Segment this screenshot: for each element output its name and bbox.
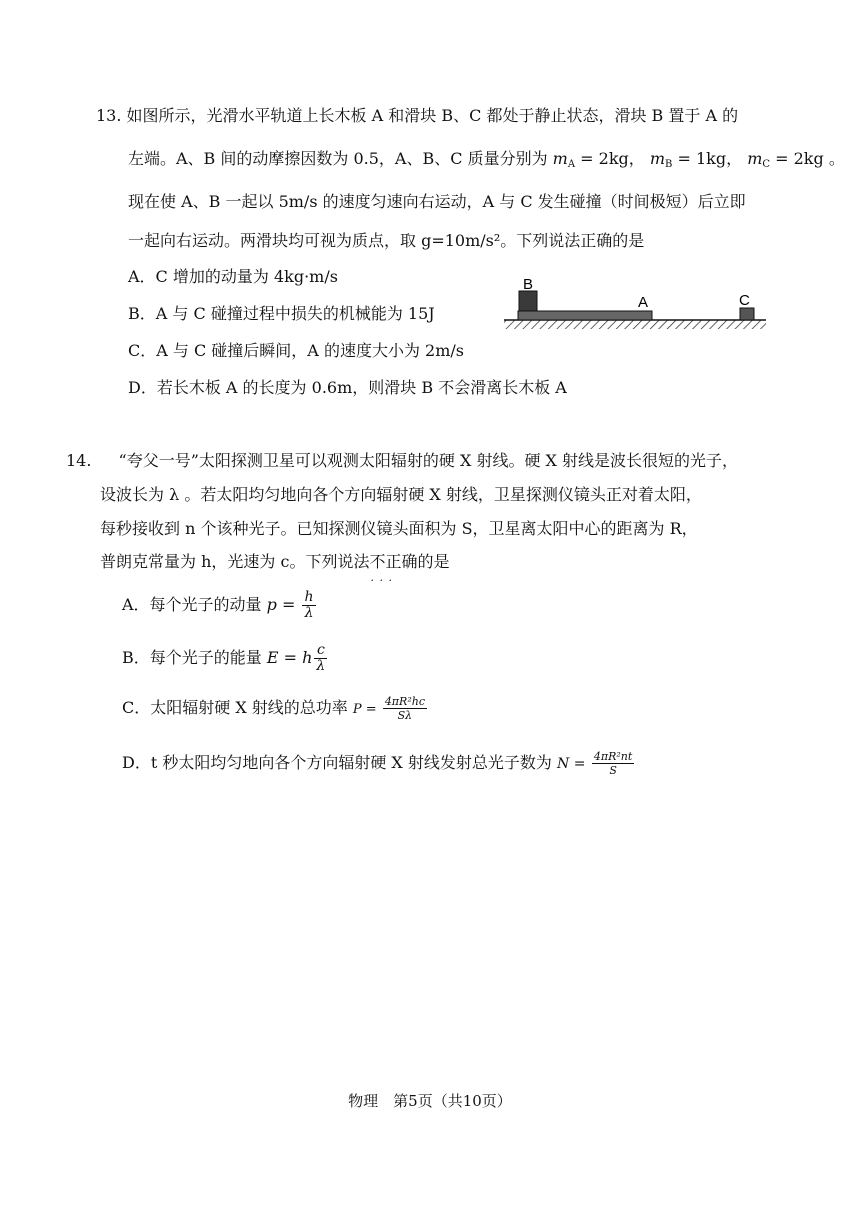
q14-option-d-fraction [592, 750, 634, 777]
q14-option-c-text: C．太阳辐射硬 X 射线的总功率 [122, 698, 353, 717]
q14-option-a [122, 590, 318, 621]
q14-option-d-text: D．t 秒太阳均匀地向各个方向辐射硬 X 射线发射总光子数为 [122, 753, 557, 772]
q13-stem-2: 左端。A、B 间的动摩擦因数为 0.5，A、B、C 质量分别为 [128, 149, 548, 168]
mass-a-subscript: A [567, 159, 576, 170]
q14-option-a-lhs: p = [266, 595, 301, 614]
q14-emphasis-incorrect: 不正确 · · · [369, 552, 417, 571]
mass-a-symbol: m [552, 149, 568, 168]
q14-option-c-numerator: 4πR²hc [384, 695, 425, 708]
q13-stem-4: 一起向右运动。两滑块均可视为质点，取 g=10m/s²。下列说法正确的是 [128, 231, 645, 250]
page-footer: 物理 第5页（共10页） [348, 1092, 512, 1110]
q14-option-a-denominator: λ [304, 605, 314, 621]
q14-option-d-denominator: S [609, 764, 617, 777]
q14-option-b-fraction [314, 643, 327, 674]
label-c: C [739, 292, 750, 309]
q14-option-d-numerator: 4πR²nt [593, 750, 633, 763]
q14-line1 [66, 449, 738, 473]
mass-c-value: = 2kg 。 [770, 149, 845, 168]
q14-option-c-fraction [383, 695, 427, 722]
q14-option-a-text: A．每个光子的动量 [122, 595, 267, 614]
q14-option-a-numerator: h [304, 589, 314, 605]
q14-line4 [100, 550, 449, 574]
ground-hatch [504, 320, 766, 329]
q13-option-d: D．若长木板 A 的长度为 0.6m，则滑块 B 不会滑离长木板 A [128, 378, 567, 397]
mass-b-symbol: m [649, 149, 666, 168]
label-a: A [638, 294, 649, 311]
q14-option-b-denominator: λ [316, 658, 326, 674]
q14-stem-1: “夸父一号”太阳探测卫星可以观测太阳辐射的硬 X 射线。硬 X 射线是波长很短的光子， [118, 451, 739, 470]
q14-stem-2: 设波长为 λ 。若太阳均匀地向各个方向辐射硬 X 射线，卫星探测仪镜头正对着太阳， [100, 485, 702, 504]
q13-line2 [128, 147, 845, 177]
q13-option-a: A．C 增加的动量为 4kg·m/s [128, 267, 338, 286]
q14-option-d [122, 750, 636, 777]
label-b: B [523, 276, 534, 293]
q14-option-c [122, 695, 429, 722]
q14-option-c-lhs: P = [352, 702, 381, 717]
q14-option-b [122, 643, 329, 674]
mass-b-subscript: B [665, 159, 673, 170]
q13-figure [500, 275, 770, 335]
q13-number: 13. [96, 106, 122, 125]
mass-a-value: = 2kg， [575, 149, 645, 168]
block-c [740, 308, 754, 320]
q13-stem-1: 如图所示，光滑水平轨道上长木板 A 和滑块 B、C 都处于静止状态，滑块 B 置于 A 的 [126, 106, 739, 125]
q13-line1 [96, 104, 738, 128]
q14-stem-4b: 的是 [417, 552, 450, 571]
q14-option-c-denominator: Sλ [397, 709, 413, 722]
q14-option-b-lhs: E = h [266, 648, 313, 667]
mass-b-value: = 1kg， [672, 149, 743, 168]
board-a [518, 311, 652, 320]
mass-c-symbol: m [747, 149, 763, 168]
q13-stem-3: 现在使 A、B 一起以 5m/s 的速度匀速向右运动，A 与 C 发生碰撞（时间极短）后立即 [128, 192, 746, 211]
block-b [519, 291, 537, 311]
q14-option-b-text: B．每个光子的能量 [122, 648, 267, 667]
q14-option-b-numerator: c [314, 643, 327, 659]
q14-stem-4a: 普朗克常量为 h，光速为 c。下列说法 [100, 552, 370, 571]
q13-option-b: B．A 与 C 碰撞过程中损失的机械能为 15J [128, 304, 435, 323]
q14-stem-3: 每秒接收到 n 个该种光子。已知探测仪镜头面积为 S，卫星离太阳中心的距离为 R， [100, 519, 698, 538]
mass-c-subscript: C [762, 159, 771, 170]
q14-number: 14. [66, 451, 92, 470]
q13-option-c: C．A 与 C 碰撞后瞬间，A 的速度大小为 2m/s [128, 341, 464, 360]
q14-option-d-lhs: N = [557, 756, 590, 772]
q14-option-a-fraction [302, 590, 315, 621]
